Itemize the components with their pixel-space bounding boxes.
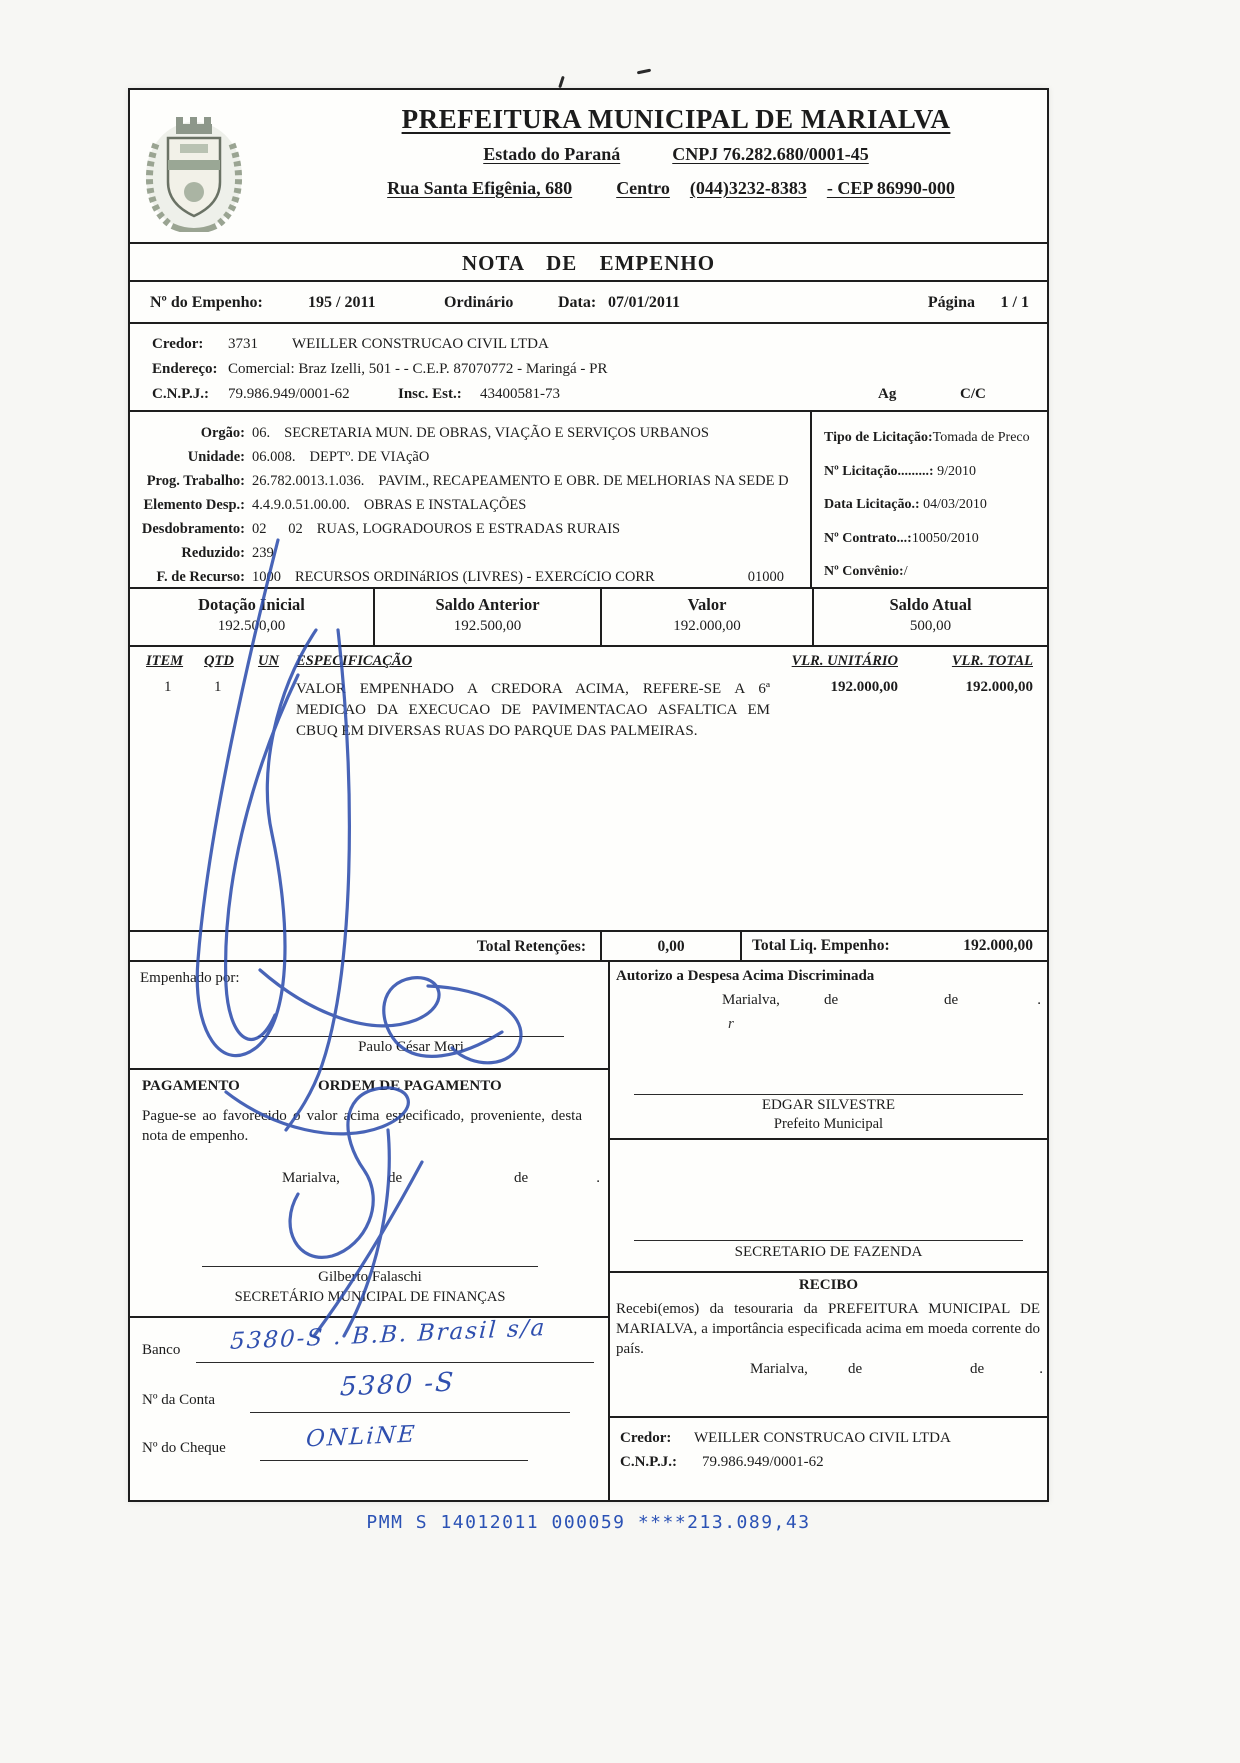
licitacao-column bbox=[812, 412, 1047, 587]
licitacao-tipo bbox=[824, 421, 1041, 455]
liq-empenho-label: Total Liq. Empenho: bbox=[752, 937, 890, 954]
dotacao-inicial-cell bbox=[130, 589, 375, 645]
empenhado-box bbox=[130, 962, 608, 1070]
budget-row-reduzido bbox=[130, 541, 810, 565]
dotacao-value: 500,00 bbox=[909, 618, 952, 634]
item-number: 1 bbox=[164, 679, 172, 695]
signer-name: Paulo César Mori bbox=[358, 1039, 464, 1055]
autorizo-title: Autorizo a Despesa Acima Discriminada bbox=[616, 968, 875, 984]
header-text bbox=[305, 104, 1047, 199]
pague-se-text: Pague-se ao favorecido o valor acima especificado, proveniente, desta nota de empenho. bbox=[142, 1108, 582, 1144]
cheque-label: Nº do Cheque bbox=[142, 1440, 226, 1456]
item-qtd: 1 bbox=[214, 679, 222, 695]
licitacao-value: 9/2010 bbox=[933, 463, 976, 479]
budget-desc: SECRETARIA MUN. DE OBRAS, VIAÇÃO E SERVIÇOS URBANOS bbox=[284, 425, 709, 441]
conta-field-line bbox=[250, 1412, 570, 1413]
totals-row bbox=[130, 932, 1047, 962]
city-label: Marialva, bbox=[722, 992, 780, 1008]
empenho-date-label: Data: bbox=[558, 294, 597, 311]
signature-line bbox=[202, 1266, 538, 1267]
budget-row-recurso bbox=[130, 565, 810, 589]
contrato-numero bbox=[824, 522, 1041, 556]
banco-field-row bbox=[130, 1315, 608, 1370]
budget-row-unidade bbox=[130, 445, 810, 469]
autorizo-box bbox=[610, 962, 1047, 1140]
org-title: PREFEITURA MUNICIPAL DE MARIALVA bbox=[401, 104, 951, 134]
finance-secretary-title: SECRETÁRIO MUNICIPAL DE FINANÇAS bbox=[234, 1289, 506, 1305]
budget-code: 06. bbox=[252, 425, 271, 441]
creditor-code: 3731 bbox=[228, 336, 258, 352]
empenhado-label: Empenhado por: bbox=[140, 970, 240, 986]
retencoes-value: 0,00 bbox=[602, 932, 742, 960]
finance-secretary-name: Gilberto Falaschi bbox=[318, 1269, 422, 1285]
recibo-credor-name: WEILLER CONSTRUCAO CIVIL LTDA bbox=[694, 1430, 951, 1446]
empenho-number-row bbox=[130, 282, 1047, 324]
org-address: Rua Santa Efigênia, 680 bbox=[387, 178, 573, 198]
creditor-name: WEILLER CONSTRUCAO CIVIL LTDA bbox=[292, 336, 549, 352]
dot-mark: . bbox=[1037, 992, 1041, 1008]
recibo-credor-box bbox=[610, 1418, 1047, 1500]
org-contact bbox=[606, 178, 965, 199]
licitacao-numero bbox=[824, 455, 1041, 489]
budget-desc: PAVIM., RECAPEAMENTO E OBR. DE MELHORIAS NA SEDE D bbox=[378, 473, 789, 489]
liq-empenho-value: 192.000,00 bbox=[963, 937, 1033, 954]
ag-label: Ag bbox=[878, 386, 897, 402]
col-un-header: UN bbox=[258, 653, 279, 669]
dotacao-header: Saldo Atual bbox=[889, 595, 972, 614]
col-espec-header: ESPECIFICAÇÃO bbox=[296, 653, 413, 669]
org-cnpj: CNPJ 76.282.680/0001-45 bbox=[672, 144, 869, 164]
recibo-credor-label: Credor: bbox=[620, 1430, 672, 1446]
signature-line bbox=[634, 1240, 1023, 1241]
budget-code: 02 02 bbox=[252, 521, 303, 537]
conta-label: Nº da Conta bbox=[142, 1392, 215, 1408]
dot-mark: . bbox=[596, 1170, 600, 1186]
ordem-pagamento-title: ORDEM DE PAGAMENTO bbox=[318, 1078, 502, 1094]
page-label: Página bbox=[927, 294, 975, 311]
creditor-label: Credor: bbox=[152, 336, 204, 352]
header-line-address bbox=[305, 178, 1047, 199]
valor-cell bbox=[602, 589, 814, 645]
saldo-anterior-cell bbox=[375, 589, 602, 645]
licitacao-value: / bbox=[903, 564, 908, 579]
nota-de-empenho-document bbox=[128, 88, 1049, 1502]
page-value: 1 / 1 bbox=[1000, 294, 1029, 311]
empenho-number-label: Nº do Empenho: bbox=[150, 294, 263, 311]
dotacao-table bbox=[130, 589, 1047, 647]
right-signature-column bbox=[610, 962, 1047, 1500]
stray-ink-mark: r bbox=[728, 1016, 734, 1032]
col-unit-header: VLR. UNITÁRIO bbox=[791, 653, 898, 669]
budget-left-column bbox=[130, 412, 812, 587]
scan-artifact-mark bbox=[558, 76, 565, 88]
scan-artifact-mark bbox=[637, 69, 651, 75]
budget-row-prog-trabalho bbox=[130, 469, 810, 493]
col-item-header: ITEM bbox=[146, 653, 184, 669]
document-header bbox=[130, 104, 1047, 244]
dotacao-header: Saldo Anterior bbox=[435, 595, 540, 614]
saldo-atual-cell bbox=[814, 589, 1047, 645]
handwritten-banco-value: 5380-S . B.B. Brasil s/a bbox=[229, 1315, 548, 1355]
items-section bbox=[130, 647, 1047, 932]
address-value: Comercial: Braz Izelli, 501 - - C.E.P. 87070772 - Maringá - PR bbox=[228, 361, 608, 377]
cc-label: C/C bbox=[960, 386, 986, 402]
document-title: NOTA DE EMPENHO bbox=[130, 244, 1047, 282]
licitacao-data bbox=[824, 488, 1041, 522]
licitacao-label: Tipo de Licitação: bbox=[824, 430, 933, 445]
item-total-value: 192.000,00 bbox=[965, 679, 1033, 695]
de-label: de bbox=[970, 1361, 985, 1377]
licitacao-label: Nº Convênio: bbox=[824, 564, 904, 579]
budget-label: F. de Recurso: bbox=[156, 569, 245, 585]
retencoes-label: Total Retenções: bbox=[130, 932, 602, 960]
pagamento-box bbox=[130, 1070, 608, 1318]
recibo-text: Recebi(emos) da tesouraria da PREFEITURA MUNICIPAL DE MARIALVA, a importância especificada acima em moeda corrente do país. bbox=[616, 1301, 1040, 1357]
city-label: Marialva, bbox=[282, 1170, 340, 1186]
state-label: Estado do Paraná bbox=[483, 144, 621, 164]
mayor-title: Prefeito Municipal bbox=[773, 1116, 884, 1132]
de-label: de bbox=[388, 1170, 403, 1186]
signature-line bbox=[634, 1094, 1023, 1095]
budget-code: 26.782.0013.1.036. bbox=[252, 473, 365, 489]
licitacao-label: Nº Licitação.........: bbox=[824, 463, 934, 479]
budget-desc: RECURSOS ORDINáRIOS (LIVRES) - EXERCíCIO CORR bbox=[295, 569, 655, 585]
budget-block bbox=[130, 412, 1047, 589]
dot-matrix-footer: PMM S 14012011 000059 ****213.089,43 bbox=[366, 1512, 811, 1533]
dotacao-value: 192.500,00 bbox=[453, 618, 522, 634]
cnpj-label: C.N.P.J.: bbox=[152, 386, 209, 402]
budget-desc: DEPTº. DE VIAçãO bbox=[309, 449, 430, 465]
header-line-state bbox=[305, 144, 1047, 165]
empenho-kind: Ordinário bbox=[444, 294, 514, 311]
budget-row-elemento bbox=[130, 493, 810, 517]
recibo-title: RECIBO bbox=[798, 1277, 859, 1293]
fazenda-secretary-title: SECRETARIO DE FAZENDA bbox=[734, 1244, 923, 1260]
budget-row-orgao bbox=[130, 421, 810, 445]
conta-field-row bbox=[130, 1367, 608, 1422]
licitacao-value: Tomada de Preco bbox=[932, 430, 1030, 445]
dot-mark: . bbox=[1039, 1361, 1043, 1377]
budget-label: Reduzido: bbox=[181, 545, 245, 561]
col-qtd-header: QTD bbox=[204, 653, 234, 669]
signature-line bbox=[258, 1036, 564, 1037]
budget-label: Orgão: bbox=[200, 425, 245, 441]
handwritten-conta-value: 5380 -S bbox=[339, 1367, 456, 1403]
handwritten-cheque-value: ONLiNE bbox=[305, 1421, 418, 1453]
budget-label: Desdobramento: bbox=[141, 521, 245, 537]
org-phone: (044)3232-8383 bbox=[689, 178, 807, 198]
budget-code: 1000 bbox=[252, 569, 281, 585]
recibo-cnpj-value: 79.986.949/0001-62 bbox=[702, 1454, 824, 1470]
col-total-header: VLR. TOTAL bbox=[951, 653, 1033, 669]
cheque-field-row bbox=[130, 1422, 608, 1500]
budget-label: Prog. Trabalho: bbox=[146, 473, 245, 489]
org-district: Centro bbox=[616, 178, 670, 198]
budget-code: 4.4.9.0.51.00.00. bbox=[252, 497, 350, 513]
cheque-field-line bbox=[260, 1460, 528, 1461]
budget-label: Unidade: bbox=[187, 449, 245, 465]
budget-desc: RUAS, LOGRADOUROS E ESTRADAS RURAIS bbox=[316, 521, 621, 537]
mayor-name: EDGAR SILVESTRE bbox=[761, 1097, 896, 1113]
empenho-number-value: 195 / 2011 bbox=[308, 294, 376, 311]
left-signature-column bbox=[130, 962, 610, 1500]
licitacao-value: 04/03/2010 bbox=[919, 497, 987, 512]
dotacao-header: Valor bbox=[687, 595, 727, 614]
address-label: Endereço: bbox=[152, 361, 218, 377]
budget-code: 06.008. bbox=[252, 449, 296, 465]
insc-label: Insc. Est.: bbox=[398, 386, 462, 402]
pagamento-title: PAGAMENTO bbox=[142, 1078, 240, 1094]
dotacao-value: 192.500,00 bbox=[217, 618, 286, 634]
de-label: de bbox=[514, 1170, 529, 1186]
fazenda-box bbox=[610, 1140, 1047, 1273]
recibo-box bbox=[610, 1273, 1047, 1418]
de-label: de bbox=[824, 992, 839, 1008]
licitacao-label: Data Licitação.: bbox=[824, 497, 920, 512]
municipal-crest-logo bbox=[142, 112, 246, 234]
licitacao-label: Nº Contrato...: bbox=[824, 530, 912, 546]
banco-label: Banco bbox=[142, 1342, 181, 1358]
budget-label: Elemento Desp.: bbox=[143, 497, 245, 513]
city-label: Marialva, bbox=[750, 1361, 808, 1377]
budget-desc: OBRAS E INSTALAÇÕES bbox=[363, 497, 527, 513]
org-cep: - CEP 86990-000 bbox=[826, 178, 955, 198]
licitacao-value: 10050/2010 bbox=[911, 530, 979, 546]
crest-icon bbox=[142, 112, 246, 232]
dotacao-header: Dotação Inicial bbox=[198, 595, 305, 614]
budget-row-desdobramento bbox=[130, 517, 810, 541]
banco-field-line bbox=[196, 1362, 594, 1363]
signatures-section bbox=[130, 962, 1047, 1500]
convenio-numero bbox=[824, 555, 1041, 589]
de-label: de bbox=[848, 1361, 863, 1377]
insc-value: 43400581-73 bbox=[480, 386, 560, 402]
dotacao-value: 192.000,00 bbox=[673, 618, 741, 634]
budget-extra-code: 01000 bbox=[747, 569, 784, 585]
cnpj-value: 79.986.949/0001-62 bbox=[228, 386, 350, 402]
empenho-date-value: 07/01/2011 bbox=[608, 294, 681, 311]
de-label: de bbox=[944, 992, 959, 1008]
item-description: VALOR EMPENHADO A CREDORA ACIMA, REFERE-SE A 6ª MEDICAO DA EXECUCAO DE PAVIMENTACAO ASFALTICA EM CBUQ EM DIVERSAS RUAS DO PARQUE DAS PALMEIRAS. bbox=[296, 681, 770, 739]
creditor-block bbox=[130, 324, 1047, 412]
budget-code: 239 bbox=[252, 545, 274, 561]
item-unit-value: 192.000,00 bbox=[830, 679, 898, 695]
recibo-cnpj-label: C.N.P.J.: bbox=[620, 1454, 677, 1470]
